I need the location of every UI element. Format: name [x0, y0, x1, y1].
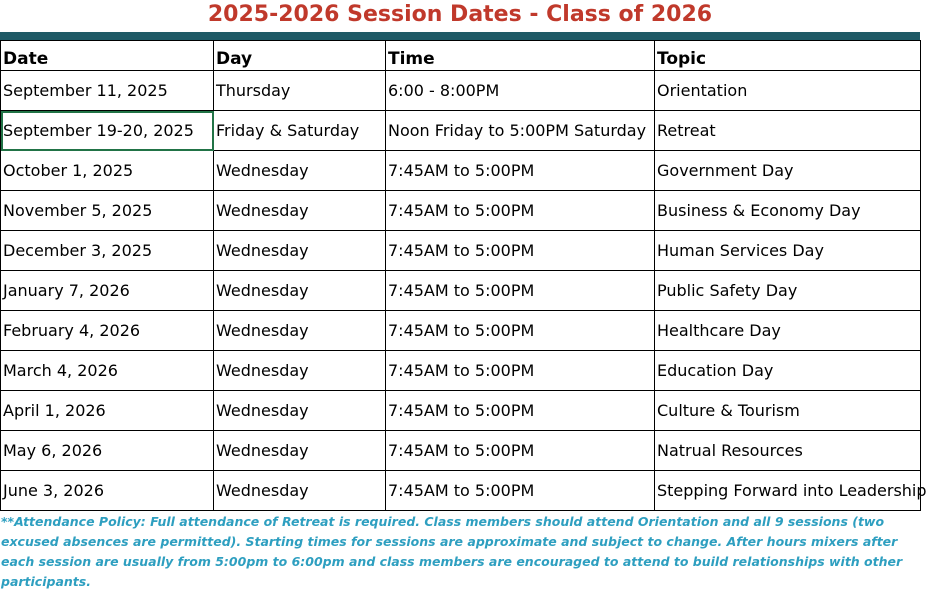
- cell-time[interactable]: 7:45AM to 5:00PM: [386, 191, 655, 231]
- cell-date-selected[interactable]: September 19-20, 2025: [1, 111, 214, 151]
- cell-date[interactable]: December 3, 2025: [1, 231, 214, 271]
- cell-day[interactable]: Wednesday: [214, 191, 386, 231]
- cell-day[interactable]: Wednesday: [214, 311, 386, 351]
- table-row: [1, 351, 921, 391]
- cell-time[interactable]: 7:45AM to 5:00PM: [386, 431, 655, 471]
- header-date[interactable]: Date: [1, 41, 214, 71]
- cell-day[interactable]: Wednesday: [214, 151, 386, 191]
- cell-time[interactable]: 7:45AM to 5:00PM: [386, 271, 655, 311]
- page-title: 2025-2026 Session Dates - Class of 2026: [207, 2, 713, 27]
- cell-topic[interactable]: Business & Economy Day: [655, 191, 921, 231]
- cell-time[interactable]: 7:45AM to 5:00PM: [386, 231, 655, 271]
- cell-topic[interactable]: Natrual Resources: [655, 431, 921, 471]
- table-row: [1, 111, 921, 151]
- attendance-policy-note: **Attendance Policy: Full attendance of Retreat is required. Class members should attend Orientation and all 9 sessions (two excused absences are permitted). Starting times for sessions are approximate and subject to change. After hours mixers after each session are usually from 5:00pm to 6:00pm and class members are encouraged to attend to build relationships with other participants.: [1, 514, 903, 589]
- cell-day[interactable]: Thursday: [214, 71, 386, 111]
- header-day[interactable]: Day: [214, 41, 386, 71]
- cell-date[interactable]: March 4, 2026: [1, 351, 214, 391]
- cell-date[interactable]: May 6, 2026: [1, 431, 214, 471]
- table-header-row: [1, 41, 921, 71]
- cell-day[interactable]: Wednesday: [214, 471, 386, 511]
- table-row: [1, 71, 921, 111]
- cell-topic[interactable]: Culture & Tourism: [655, 391, 921, 431]
- cell-topic[interactable]: Orientation: [655, 71, 921, 111]
- cell-day[interactable]: Wednesday: [214, 431, 386, 471]
- cell-day[interactable]: Wednesday: [214, 231, 386, 271]
- header-topic[interactable]: Topic: [655, 41, 921, 71]
- cell-topic[interactable]: Government Day: [655, 151, 921, 191]
- cell-date[interactable]: October 1, 2025: [1, 151, 214, 191]
- cell-time[interactable]: 7:45AM to 5:00PM: [386, 391, 655, 431]
- cell-topic[interactable]: Retreat: [655, 111, 921, 151]
- table-row: [1, 431, 921, 471]
- table-row: [1, 391, 921, 431]
- cell-topic[interactable]: Stepping Forward into Leadership: [655, 471, 921, 511]
- cell-topic[interactable]: Education Day: [655, 351, 921, 391]
- cell-time[interactable]: Noon Friday to 5:00PM Saturday: [386, 111, 655, 151]
- cell-time[interactable]: 7:45AM to 5:00PM: [386, 311, 655, 351]
- table-row: [1, 191, 921, 231]
- cell-date[interactable]: September 11, 2025: [1, 71, 214, 111]
- cell-topic[interactable]: Public Safety Day: [655, 271, 921, 311]
- cell-day[interactable]: Friday & Saturday: [214, 111, 386, 151]
- cell-time[interactable]: 6:00 - 8:00PM: [386, 71, 655, 111]
- table-row: [1, 151, 921, 191]
- cell-time[interactable]: 7:45AM to 5:00PM: [386, 151, 655, 191]
- title-divider-bar: [0, 32, 920, 40]
- cell-time[interactable]: 7:45AM to 5:00PM: [386, 351, 655, 391]
- table-row: [1, 231, 921, 271]
- cell-date[interactable]: November 5, 2025: [1, 191, 214, 231]
- cell-date[interactable]: April 1, 2026: [1, 391, 214, 431]
- session-dates-table: [0, 40, 927, 511]
- table-row: [1, 311, 921, 351]
- header-time[interactable]: Time: [386, 41, 655, 71]
- cell-day[interactable]: Wednesday: [214, 351, 386, 391]
- cell-date[interactable]: February 4, 2026: [1, 311, 214, 351]
- cell-time[interactable]: 7:45AM to 5:00PM: [386, 471, 655, 511]
- cell-topic[interactable]: Healthcare Day: [655, 311, 921, 351]
- cell-day[interactable]: Wednesday: [214, 271, 386, 311]
- cell-date[interactable]: June 3, 2026: [1, 471, 214, 511]
- cell-topic[interactable]: Human Services Day: [655, 231, 921, 271]
- cell-date[interactable]: January 7, 2026: [1, 271, 214, 311]
- table-row: [1, 271, 921, 311]
- cell-day[interactable]: Wednesday: [214, 391, 386, 431]
- table-row: [1, 471, 921, 511]
